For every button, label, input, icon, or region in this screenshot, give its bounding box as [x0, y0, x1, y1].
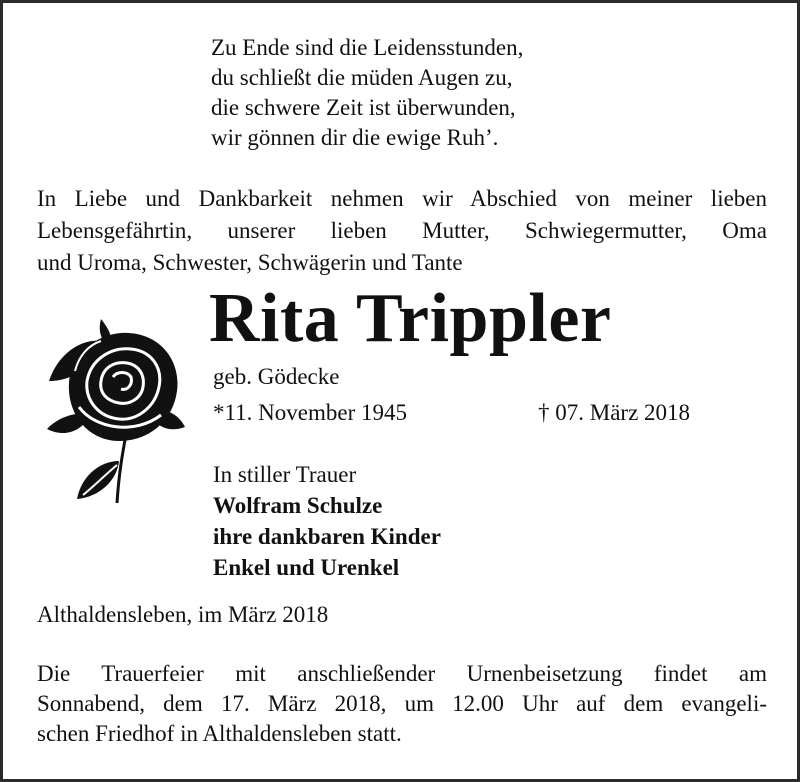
mourner-name: Wolfram Schulze — [213, 493, 383, 518]
farewell-text — [37, 183, 767, 279]
service-line: Sonnabend, dem 17. März 2018, um 12.00 Uhr auf dem evangeli- — [37, 691, 767, 716]
poem-line: die schwere Zeit ist überwunden, — [211, 95, 516, 120]
farewell-line: In Liebe und Dankbarkeit nehmen wir Abschied von meiner lieben — [37, 186, 767, 211]
poem-line: wir gönnen dir die ewige Ruh’. — [211, 125, 499, 150]
service-line: schen Friedhof in Althaldensleben statt. — [37, 721, 402, 746]
mourner-name: Enkel und Urenkel — [213, 555, 400, 580]
poem-line: Zu Ende sind die Leidensstunden, — [211, 35, 524, 60]
mourner-name: ihre dankbaren Kinder — [213, 524, 441, 549]
poem-line: du schließt die müden Augen zu, — [211, 65, 513, 90]
service-line: Die Trauerfeier mit anschließender Urnenbeisetzung findet am — [37, 661, 767, 686]
mourners-heading: In stiller Trauer — [213, 462, 357, 487]
place-and-date: Althaldensleben, im März 2018 — [37, 602, 329, 627]
funeral-service-info — [37, 659, 767, 749]
farewell-line: Lebensgefährtin, unserer lieben Mutter, Schwiegermutter, Oma — [37, 218, 767, 243]
birth-date: *11. November 1945 — [213, 400, 407, 425]
death-date: † 07. März 2018 — [538, 400, 691, 425]
memorial-poem — [211, 33, 731, 153]
maiden-name: geb. Gödecke — [213, 364, 340, 389]
deceased-name: Rita Trippler — [209, 280, 612, 357]
mourners-block — [213, 459, 441, 583]
farewell-line: und Uroma, Schwester, Schwägerin und Tante — [37, 250, 463, 275]
rose-icon — [39, 311, 189, 506]
